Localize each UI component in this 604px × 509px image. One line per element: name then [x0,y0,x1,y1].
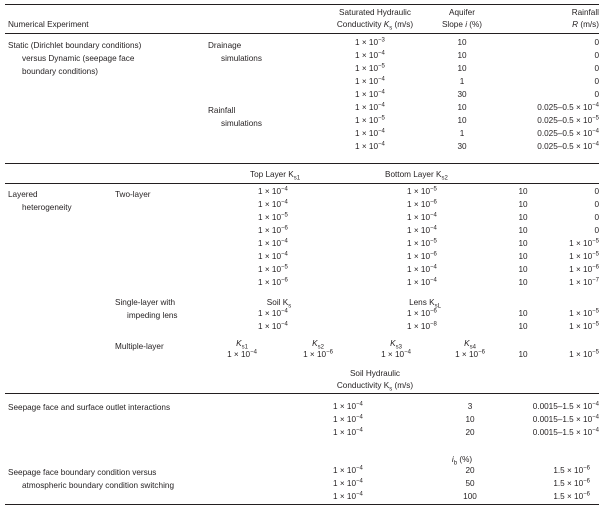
rainfall-cell: 0 [594,200,599,209]
multi-layer-head-k4: $K_{s4}$ [464,339,476,351]
drainage-label-line2: simulations [221,54,262,63]
section1-label-line2: versus Dynamic (seepage face [22,54,135,63]
bottom-layer-cell: $1 \times 10^{-6}$ [407,251,437,261]
rainfall-cell: $0.0015-1.5 \times 10^{-4}$ [532,414,599,424]
rainfall-cell: $1 \times 10^{-5}$ [569,251,599,261]
two-layer-label: Two-layer [115,190,151,199]
ib-cell: 100 [463,492,477,501]
ks-cell: $1 \times 10^{-4}$ [333,478,363,488]
slope-cell: 20 [465,428,475,437]
rainfall-cell: $0.0015-1.5 \times 10^{-4}$ [532,427,599,437]
section2-rule [5,393,599,394]
ks-cell: $1 \times 10^{-4}$ [333,414,363,424]
multi-layer-value-k4: $1 \times 10^{-6}$ [455,349,485,359]
multi-layer-head-k2: $K_{s2}$ [312,339,324,351]
slope-cell: 1 [459,129,465,138]
ib-cell: 20 [465,466,475,475]
section2-header-rule [5,183,599,184]
section2-label-line2: heterogeneity [22,203,72,212]
bottom-layer-header: Bottom Layer $K_{s2}$ [385,170,448,182]
slope-cell: 1 [459,77,465,86]
bottom-rule [5,504,599,505]
rainfall-cell: $0.0015-1.5 \times 10^{-4}$ [532,401,599,411]
bottom-layer-cell: $1 \times 10^{-4}$ [407,277,437,287]
rainfall-cell: $1.5 \times 10^{-6}$ [553,465,590,475]
slope-cell: 3 [467,402,473,411]
top-layer-cell: $1 \times 10^{-4}$ [258,238,288,248]
slope-cell: 10 [457,38,467,47]
rainfall-cell: $1 \times 10^{-7}$ [569,277,599,287]
col-ks-header-line2: Conductivity $K_s$ (m/s) [336,20,414,32]
rainfall-cell: 0 [594,38,599,47]
single-layer-label-line2: impeding lens [127,311,178,320]
section1-rule [5,163,599,164]
soil-ks-cell: $1 \times 10^{-4}$ [258,321,288,331]
rainfall-cell: $0.025-0.5 \times 10^{-4}$ [537,128,599,138]
ib-header: $i_b$ (%) [451,455,473,467]
ks-cell: $1 \times 10^{-4}$ [355,89,385,99]
bottom-layer-cell: $1 \times 10^{-4}$ [407,212,437,222]
soil-ks-header: Soil $K_s$ [266,298,292,310]
ks-cell: $1 \times 10^{-5}$ [355,63,385,73]
rainfall-cell: 0 [594,213,599,222]
slope-cell: 10 [457,64,467,73]
multi-layer-head-k3: $K_{s3}$ [390,339,402,351]
top-layer-cell: $1 \times 10^{-4}$ [258,251,288,261]
rainfall-cell: $0.025-0.5 \times 10^{-4}$ [537,141,599,151]
slope-cell: 10 [518,322,528,331]
col-slope-header-line1: Aquifer [449,8,475,17]
ks-cell: $1 \times 10^{-4}$ [333,401,363,411]
rainfall-cell: 0 [594,64,599,73]
rainfall-cell: $1.5 \times 10^{-6}$ [553,478,590,488]
ks-cell: $1 \times 10^{-4}$ [333,491,363,501]
ks-cell: $1 \times 10^{-5}$ [355,115,385,125]
rainfall-cell: $0.025-0.5 \times 10^{-4}$ [537,102,599,112]
rainfall-label-line2: simulations [221,119,262,128]
header-rule [5,33,599,34]
slope-cell: 10 [518,239,528,248]
soil-ks-cell: $1 \times 10^{-4}$ [258,308,288,318]
soil-hydraulic-header-line1: Soil Hydraulic [349,369,401,378]
top-rule [5,4,599,5]
slope-cell: 10 [518,252,528,261]
rainfall-cell: $1 \times 10^{-5}$ [569,238,599,248]
slope-cell: 10 [518,213,528,222]
slope-cell: 10 [518,278,528,287]
multi-layer-value-k2: $1 \times 10^{-6}$ [303,349,333,359]
slope-cell: 10 [518,350,528,359]
rainfall-cell: 0 [594,90,599,99]
ks-cell: $1 \times 10^{-4}$ [333,427,363,437]
col-rain-header-line2: R (m/s) [572,20,599,29]
rainfall-cell: $1 \times 10^{-5}$ [569,308,599,318]
top-layer-header: Top Layer $K_{s1}$ [250,170,301,182]
top-layer-cell: $1 \times 10^{-5}$ [258,264,288,274]
rainfall-label-line1: Rainfall [208,106,236,115]
ks-cell: $1 \times 10^{-3}$ [355,37,385,47]
soil-hydraulic-header-line2: Conductivity $K_s$ (m/s) [336,381,414,393]
slope-cell: 10 [518,200,528,209]
lens-ks-header: Lens $K_{sL}$ [409,298,441,310]
ib-cell: 50 [465,479,475,488]
ks-cell: $1 \times 10^{-4}$ [355,50,385,60]
bottom-layer-cell: $1 \times 10^{-6}$ [407,199,437,209]
rainfall-cell: $1 \times 10^{-5}$ [569,349,599,359]
single-layer-label-line1: Single-layer with [115,298,176,307]
slope-cell: 10 [518,265,528,274]
section1-label-line1: Static (Dirichlet boundary conditions) [8,41,142,50]
ks-cell: $1 \times 10^{-4}$ [355,76,385,86]
multi-layer-value-k1: $1 \times 10^{-4}$ [227,349,257,359]
top-layer-cell: $1 \times 10^{-6}$ [258,225,288,235]
rainfall-cell: 0 [594,187,599,196]
bottom-layer-cell: $1 \times 10^{-4}$ [407,264,437,274]
bottom-layer-cell: $1 \times 10^{-4}$ [407,225,437,235]
rainfall-cell: 0 [594,226,599,235]
section1-label-line3: boundary conditions) [22,67,99,76]
lens-ks-cell: $1 \times 10^{-6}$ [407,308,437,318]
ks-cell: $1 \times 10^{-4}$ [355,128,385,138]
rainfall-cell: $0.025-0.5 \times 10^{-5}$ [537,115,599,125]
multi-layer-head-k1: $K_{s1}$ [236,339,248,351]
slope-cell: 10 [518,309,528,318]
seepage-face-label: Seepage face and surface outlet interactions [8,403,171,412]
slope-cell: 30 [457,90,467,99]
rainfall-cell: 0 [594,51,599,60]
ks-cell: $1 \times 10^{-4}$ [355,102,385,112]
slope-cell: 10 [457,51,467,60]
section2-label-line1: Layered [8,190,38,199]
multi-layer-value-k3: $1 \times 10^{-4}$ [381,349,411,359]
rainfall-cell: $1 \times 10^{-6}$ [569,264,599,274]
col-ks-header-line1: Saturated Hydraulic [339,8,411,17]
col-experiment-header: Numerical Experiment [8,20,89,29]
multiple-layer-label: Multiple-layer [115,342,164,351]
bottom-layer-cell: $1 \times 10^{-5}$ [407,186,437,196]
switching-label-line1: Seepage face boundary condition versus [8,468,157,477]
top-layer-cell: $1 \times 10^{-4}$ [258,186,288,196]
slope-cell: 10 [457,103,467,112]
drainage-label-line1: Drainage [208,41,242,50]
top-layer-cell: $1 \times 10^{-5}$ [258,212,288,222]
ks-cell: $1 \times 10^{-4}$ [333,465,363,475]
top-layer-cell: $1 \times 10^{-6}$ [258,277,288,287]
top-layer-cell: $1 \times 10^{-4}$ [258,199,288,209]
lens-ks-cell: $1 \times 10^{-8}$ [407,321,437,331]
slope-cell: 30 [457,142,467,151]
rainfall-cell: $1.5 \times 10^{-6}$ [553,491,590,501]
slope-cell: 10 [457,116,467,125]
slope-cell: 10 [518,226,528,235]
slope-cell: 10 [465,415,475,424]
slope-cell: 10 [518,187,528,196]
switching-label-line2: atmospheric boundary condition switching [22,481,175,490]
col-slope-header-line2: Slope i (%) [441,20,483,29]
bottom-layer-cell: $1 \times 10^{-5}$ [407,238,437,248]
ks-cell: $1 \times 10^{-4}$ [355,141,385,151]
rainfall-cell: $1 \times 10^{-5}$ [569,321,599,331]
rainfall-cell: 0 [594,77,599,86]
col-rain-header-line1: Rainfall [571,8,599,17]
